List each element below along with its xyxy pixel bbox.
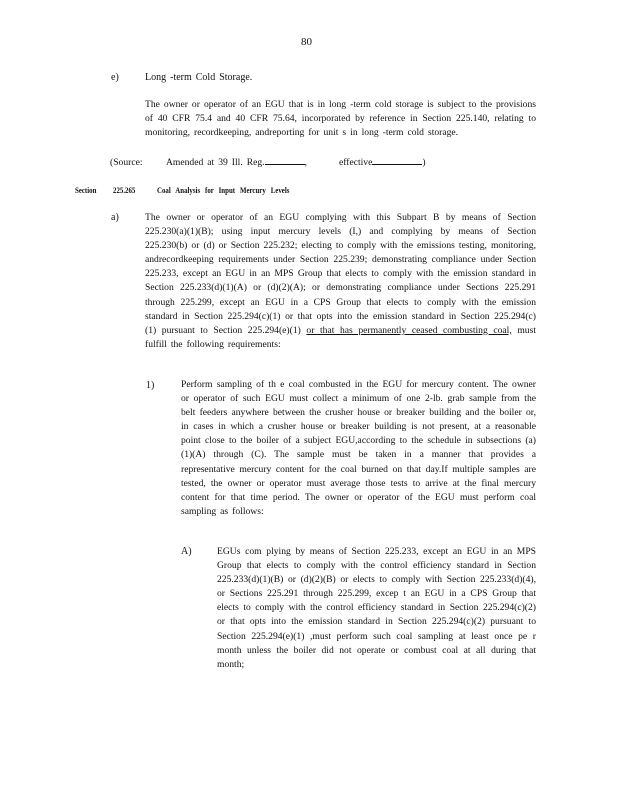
subparagraph-A-label: A) [181, 546, 192, 557]
page-number: 80 [301, 36, 312, 48]
source-effective: effective [338, 157, 373, 168]
subsection-a-tail: must fulfill the following requirements: [145, 324, 536, 350]
subsection-a-text [145, 211, 536, 352]
subsection-e-title: Long -term Cold Storage. [145, 72, 253, 83]
subsection-a-body: The owner or operator of an EGU complying with this Subpart B by means of Section 225.230(a)(1)(B); using input mercury levels (I,) and complying by means of Section 225.230(b) or (d) or Section 225.232; electing to comply with the emissions testing, monitoring, andrecordkeeping requirements under Section 225.239; demonstrating compliance under Section 225.233, except an EGU in an MPS Group that elects to comply with the emission standard in Section 225.233(d)(1)(A) or (d)(2)(A); or demonstrating compliance under Sections 225.291 through 225.299, except an EGU in a CPS Group that elects to comply with the emission standard in Section 225.294(c)(1) or that opts into the emission standard in Section 225.294(c)(1) pursuant to Section 225.294(e)(1) [145, 212, 536, 336]
paragraph-1-label: 1) [146, 380, 155, 391]
source-prefix: (Source: [110, 157, 143, 168]
source-note: (Source: Amended at 39 Ill. Reg. , effective ) [110, 157, 426, 168]
subsection-e-label: e) [111, 72, 119, 83]
subsection-a-label: a) [111, 212, 119, 223]
source-amended: Amended at 39 Ill. Reg. [165, 157, 265, 168]
subsection-a-amendment: or that has permanently ceased combusting coal, [306, 324, 512, 336]
section-number: 225.265 [113, 185, 136, 195]
section-title: Coal Analysis for Input Mercury Levels [157, 185, 290, 195]
subsection-e-text: The owner or operator of an EGU that is in long -term cold storage is subject to the provisions of 40 CFR 75.4 and 40 CFR 75.64, incorporated by reference in Section 225.140, relating to monitoring, recordkeeping, andreporting for unit s in long -term cold storage. [145, 99, 536, 139]
section-word: Section [75, 185, 97, 195]
subparagraph-A-text: EGUs com plying by means of Section 225.233, except an EGU in an MPS Group that elects to comply with the control efficiency standard in Section 225.233(d)(1)(B) or (d)(2)(B) or elects to comply with Section 225.233(d)(4), or Sections 225.291 through 225.299, excep t an EGU in a CPS Group that elects to comply with the control efficiency standard in Section 225.294(c)(2) or that opts into the emission standard in Section 225.294(c)(2) pursuant to Section 225.294(e)(1) ,must perform such coal sampling at least once pe r month unless the boiler did not operate or combust coal at all during that month; [217, 546, 536, 670]
source-effective-blank [372, 155, 422, 165]
paragraph-1-text: Perform sampling of th e coal combusted in the EGU for mercury content. The owner or operator of such EGU must collect a minimum of one 2-lb. grab sample from the belt feeders anywhere between the crusher house or breaker building and the boiler or, in cases in which a crusher house or breaker building is not present, at a reasonable point close to the boiler of a subject EGU,according to the schedule in subsections (a)(1)(A) through (C). The sample must be taken in a manner that provides a representative mercury content for the coal burned on that day.If multiple samples are tested, the owner or operator must average those tests to arrive at the final mercury content for that time period. The owner or operator of the EGU must perform coal sampling as follows: [181, 379, 536, 517]
source-register-blank [265, 155, 305, 165]
